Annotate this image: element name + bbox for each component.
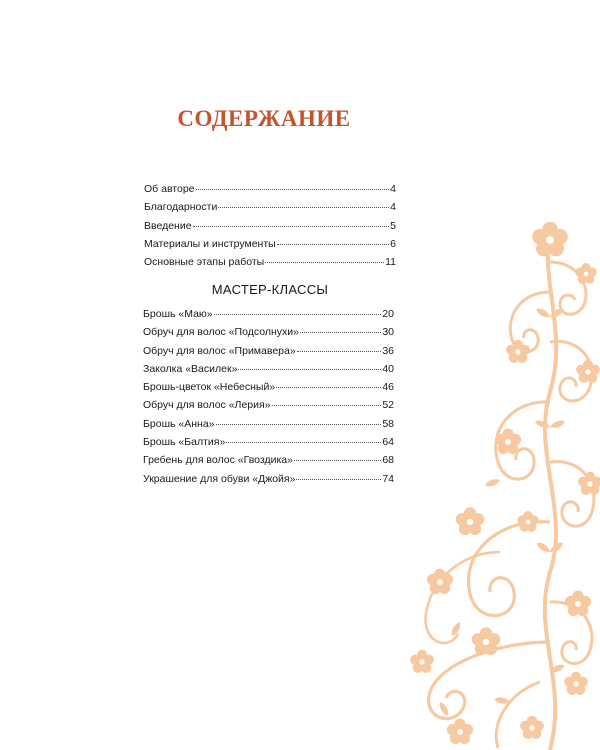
toc-entry[interactable]: [144, 198, 396, 216]
toc-entry[interactable]: [143, 378, 394, 396]
dot-leader: [218, 206, 389, 208]
toc-entry-page: 58: [382, 417, 394, 430]
toc-entry-label: Благодарности: [144, 201, 218, 214]
toc-entry[interactable]: [143, 451, 394, 469]
toc-entry-label: Обруч для волос «Лерия»: [143, 399, 271, 412]
toc-entry[interactable]: [143, 305, 394, 323]
toc-entry-page: 68: [382, 454, 394, 467]
toc-entry-page: 52: [382, 399, 394, 412]
floral-ornament-icon: [400, 222, 600, 750]
dot-leader: [297, 350, 382, 352]
dot-leader: [214, 313, 382, 315]
toc-entry[interactable]: [143, 433, 394, 451]
dot-leader: [294, 459, 381, 461]
toc-entry-page: 64: [382, 436, 394, 449]
toc-entry[interactable]: [144, 180, 396, 198]
dot-leader: [193, 225, 390, 227]
toc-entry[interactable]: [144, 235, 396, 253]
dot-leader: [276, 386, 381, 388]
toc-entry[interactable]: [143, 415, 394, 433]
toc-entry-page: 6: [390, 237, 396, 250]
section-heading-master-classes: МАСТЕР-КЛАССЫ: [211, 282, 329, 297]
toc-entry[interactable]: [143, 396, 394, 414]
toc-entry[interactable]: [144, 217, 396, 235]
toc-entry-page: 36: [382, 344, 394, 357]
toc-entry-page: 40: [382, 362, 394, 375]
toc-entry-page: 4: [390, 201, 396, 214]
toc-entry-page: 74: [382, 472, 394, 485]
toc-entry-page: 11: [385, 256, 396, 269]
dot-leader: [277, 243, 389, 245]
toc-entry-label: Брошь «Маю»: [143, 308, 213, 320]
toc-entry-label: Заколка «Василек»: [143, 362, 238, 375]
toc-entry-label: Брошь-цветок «Небесный»: [143, 381, 276, 394]
toc-entry-page: 5: [390, 219, 396, 232]
toc-entry-page: 4: [390, 183, 396, 195]
toc-entry-page: 46: [382, 381, 394, 394]
toc-entry-label: Обруч для волос «Примавера»: [143, 344, 296, 357]
dot-leader: [196, 188, 390, 190]
toc-entry-label: Гребень для волос «Гвоздика»: [143, 454, 293, 467]
dot-leader: [265, 261, 384, 263]
toc-entry-label: Украшение для обуви «Джойя»: [143, 472, 296, 485]
toc-entry-page: 30: [382, 326, 394, 339]
toc-entry-label: Обруч для волос «Подсолнухи»: [143, 326, 299, 339]
toc-entry-label: Материалы и инструменты: [144, 237, 276, 250]
dot-leader: [296, 478, 381, 480]
page-title: СОДЕРЖАНИЕ: [177, 106, 351, 131]
toc-entry-label: Введение: [144, 219, 192, 232]
toc-intro-list: [144, 180, 396, 271]
toc-entry[interactable]: [143, 342, 394, 360]
toc-entry-page: 20: [382, 308, 394, 320]
dot-leader: [226, 441, 381, 443]
toc-entry[interactable]: [143, 470, 394, 488]
toc-entry[interactable]: [144, 253, 396, 271]
dot-leader: [272, 404, 382, 406]
toc-entry[interactable]: [143, 360, 394, 378]
toc-entry-label: Брошь «Балтия»: [143, 436, 226, 449]
toc-entry[interactable]: [143, 323, 394, 341]
toc-entry-label: Об авторе: [144, 183, 195, 195]
dot-leader: [300, 331, 381, 333]
dot-leader: [216, 423, 382, 425]
toc-master-classes-list: [143, 305, 394, 488]
toc-entry-label: Основные этапы работы: [144, 256, 265, 269]
toc-entry-label: Брошь «Анна»: [143, 417, 215, 430]
dot-leader: [238, 368, 381, 370]
